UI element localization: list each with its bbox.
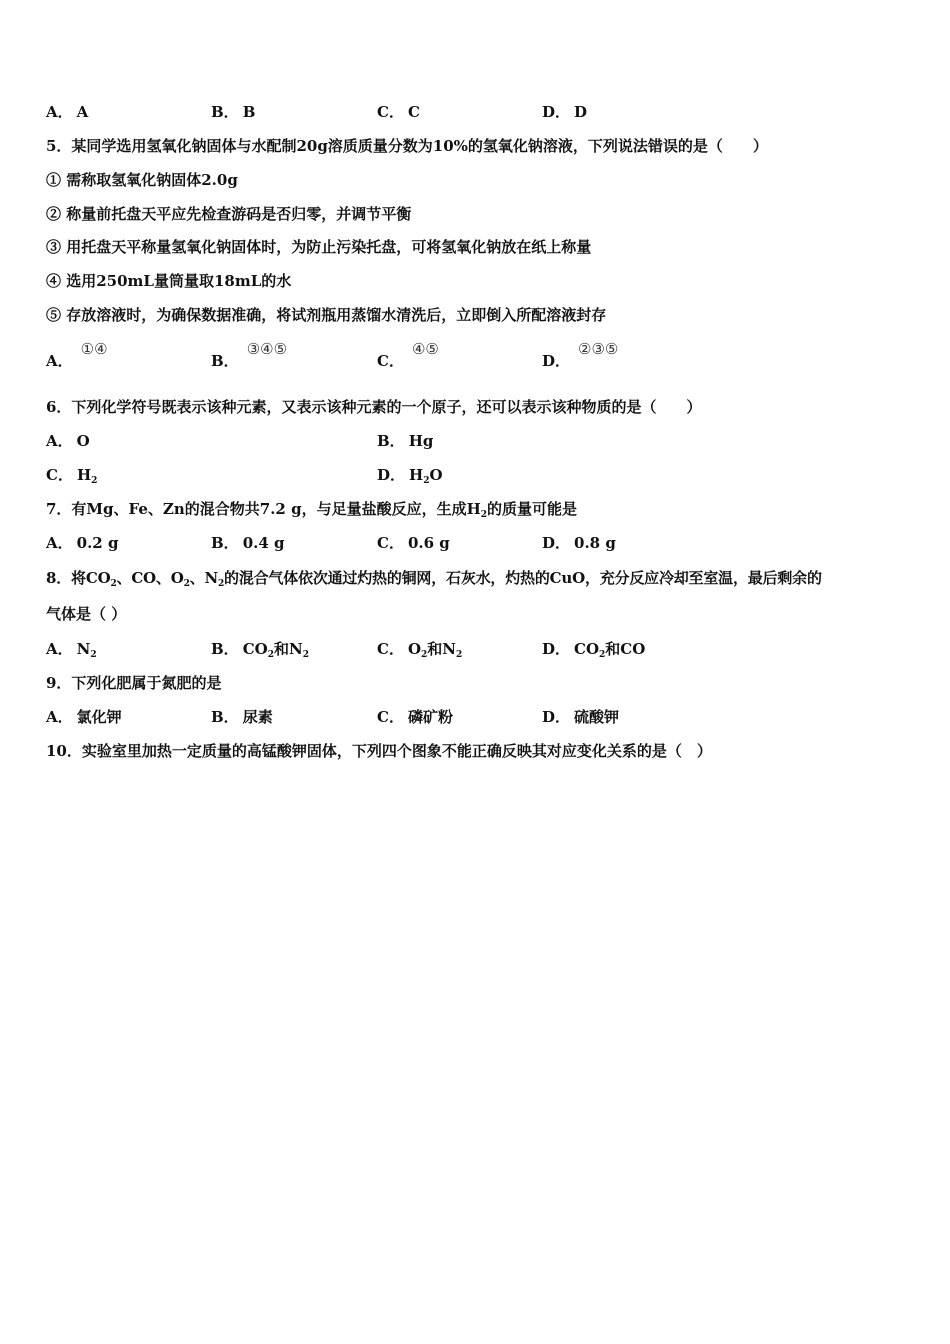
q5-stem: 5．某同学选用氢氧化钠固体与水配制20g溶质质量分数为10%的氢氧化钠溶液，下列说法错误的是（ ） — [46, 137, 768, 155]
option-text: ③④⑤ — [246, 340, 288, 358]
q9-option-a — [46, 707, 122, 727]
q7-stem — [46, 499, 577, 519]
q5-option-b — [211, 340, 288, 371]
option-letter: D． — [542, 103, 571, 121]
q7-stem-subscript: 2 — [480, 510, 488, 520]
q9-option-c — [377, 707, 453, 727]
option-letter: B． — [377, 432, 405, 450]
option-text: 氯化钾 — [76, 708, 122, 726]
option-letter: B． — [211, 534, 239, 552]
q9-option-b — [211, 707, 273, 727]
q6-option-d — [377, 465, 443, 485]
option-letter: B． — [211, 640, 239, 658]
q8-stem-p1: 8．将CO — [46, 569, 111, 587]
option-text — [77, 639, 97, 659]
formula-subscript: 2 — [456, 650, 463, 660]
formula-subscript: 2 — [421, 650, 428, 660]
option-text: D — [574, 103, 588, 121]
option-letter: A． — [46, 352, 73, 370]
q7-stem-part2: 的质量可能是 — [487, 500, 578, 518]
q4-option-d — [542, 102, 587, 122]
option-text: ④⑤ — [411, 340, 439, 358]
q4-option-c — [377, 102, 420, 122]
q5-option-c — [377, 340, 439, 371]
q6-option-a — [46, 431, 90, 451]
option-text — [574, 639, 645, 659]
option-letter: A． — [46, 640, 73, 658]
option-letter: B． — [211, 103, 239, 121]
option-text: O — [76, 432, 90, 450]
q9-stem: 9．下列化肥属于氮肥的是 — [46, 674, 222, 692]
option-letter: D． — [542, 534, 571, 552]
option-text: B — [242, 103, 256, 121]
option-text — [409, 465, 443, 485]
q6-option-b — [377, 431, 433, 451]
q8-stem-sub3: 2 — [217, 579, 225, 589]
formula-main: H — [409, 466, 424, 484]
option-text: 0.4 g — [242, 534, 285, 552]
q5-item-4: ④ 选用250mL量筒量取18mL的水 — [46, 272, 292, 290]
q8-stem-p2: 、CO、O — [116, 569, 184, 587]
option-letter: D． — [542, 708, 571, 726]
formula-tail: 和CO — [605, 640, 646, 658]
q4-option-a — [46, 102, 88, 122]
option-text: 0.2 g — [76, 534, 119, 552]
formula-tail: 和N — [427, 640, 457, 658]
option-letter: A． — [46, 103, 73, 121]
q8-stem — [46, 568, 822, 588]
q5-item-1: ① 需称取氢氧化钠固体2.0g — [46, 171, 238, 189]
option-letter: C． — [377, 708, 404, 726]
formula-main: N — [76, 640, 91, 658]
option-letter: D． — [542, 640, 571, 658]
q7-stem-part1: 7．有Mg、Fe、Zn的混合物共7.2 g，与足量盐酸反应，生成H — [46, 500, 481, 518]
option-letter: A． — [46, 534, 73, 552]
q7-option-b — [211, 533, 285, 553]
option-text — [243, 639, 309, 659]
option-letter: D． — [542, 352, 571, 370]
formula-subscript: 2 — [90, 650, 97, 660]
option-text: 磷矿粉 — [407, 708, 453, 726]
q8-option-b — [211, 639, 309, 659]
option-text: ②③⑤ — [578, 340, 619, 358]
q5-item-5: ⑤ 存放溶液时，为确保数据准确，将试剂瓶用蒸馏水清洗后，立即倒入所配溶液封存 — [46, 306, 607, 324]
option-letter: C． — [377, 103, 404, 121]
q7-option-a — [46, 533, 118, 553]
formula-subscript: 2 — [267, 650, 274, 660]
q5-option-a — [46, 340, 108, 371]
q9-option-d — [542, 707, 619, 727]
q7-option-c — [377, 533, 450, 553]
option-letter: C． — [377, 534, 404, 552]
formula-subscript: 2 — [302, 650, 309, 660]
option-text: A — [76, 103, 89, 121]
option-text: 尿素 — [242, 708, 273, 726]
option-text: 0.8 g — [574, 534, 616, 552]
option-text — [77, 465, 97, 485]
q8-stem-p3: 、N — [189, 569, 218, 587]
q5-item-3: ③ 用托盘天平称量氢氧化钠固体时，为防止污染托盘，可将氢氧化钠放在纸上称量 — [46, 238, 592, 256]
q8-option-c — [377, 639, 462, 659]
formula-tail: 和N — [273, 640, 303, 658]
option-letter: A． — [46, 432, 73, 450]
q6-option-c — [46, 465, 97, 485]
formula-main: CO — [242, 640, 268, 658]
q8-option-d — [542, 639, 645, 659]
formula-main: CO — [574, 640, 600, 658]
formula-main: H — [76, 466, 92, 484]
option-letter: B． — [211, 708, 239, 726]
option-letter: C． — [377, 352, 404, 370]
q10-stem: 10．实验室里加热一定质量的高锰酸钾固体，下列四个图象不能正确反映其对应变化关系的是（ ） — [46, 742, 712, 760]
option-letter: D． — [377, 466, 406, 484]
formula-main: O — [407, 640, 422, 658]
option-letter: B． — [211, 352, 239, 370]
q8-stem-line2: 气体是（ ） — [46, 605, 127, 623]
formula-tail: O — [429, 466, 443, 484]
q8-stem-p4: 的混合气体依次通过灼热的铜网，石灰水，灼热的CuO，充分反应冷却至室温，最后剩余的 — [224, 569, 822, 587]
option-letter: A． — [46, 708, 73, 726]
formula-subscript: 2 — [91, 476, 98, 486]
option-text: 0.6 g — [407, 534, 450, 552]
option-text: 硫酸钾 — [574, 708, 620, 726]
q8-stem-sub2: 2 — [183, 579, 190, 589]
option-text: ①④ — [80, 340, 108, 358]
option-letter: C． — [46, 466, 73, 484]
q5-item-2: ② 称量前托盘天平应先检查游码是否归零，并调节平衡 — [46, 205, 412, 223]
formula-subscript: 2 — [599, 650, 606, 660]
q8-option-a — [46, 639, 97, 659]
formula-subscript: 2 — [423, 476, 430, 486]
option-text: C — [407, 103, 420, 121]
option-text: Hg — [408, 432, 434, 450]
q5-option-d — [542, 340, 619, 371]
q7-option-d — [542, 533, 616, 553]
option-letter: C． — [377, 640, 404, 658]
q4-option-b — [211, 102, 255, 122]
q8-stem-sub1: 2 — [110, 579, 117, 589]
q6-stem: 6．下列化学符号既表示该种元素，又表示该种元素的一个原子，还可以表示该种物质的是（ ） — [46, 398, 702, 416]
option-text — [408, 639, 462, 659]
